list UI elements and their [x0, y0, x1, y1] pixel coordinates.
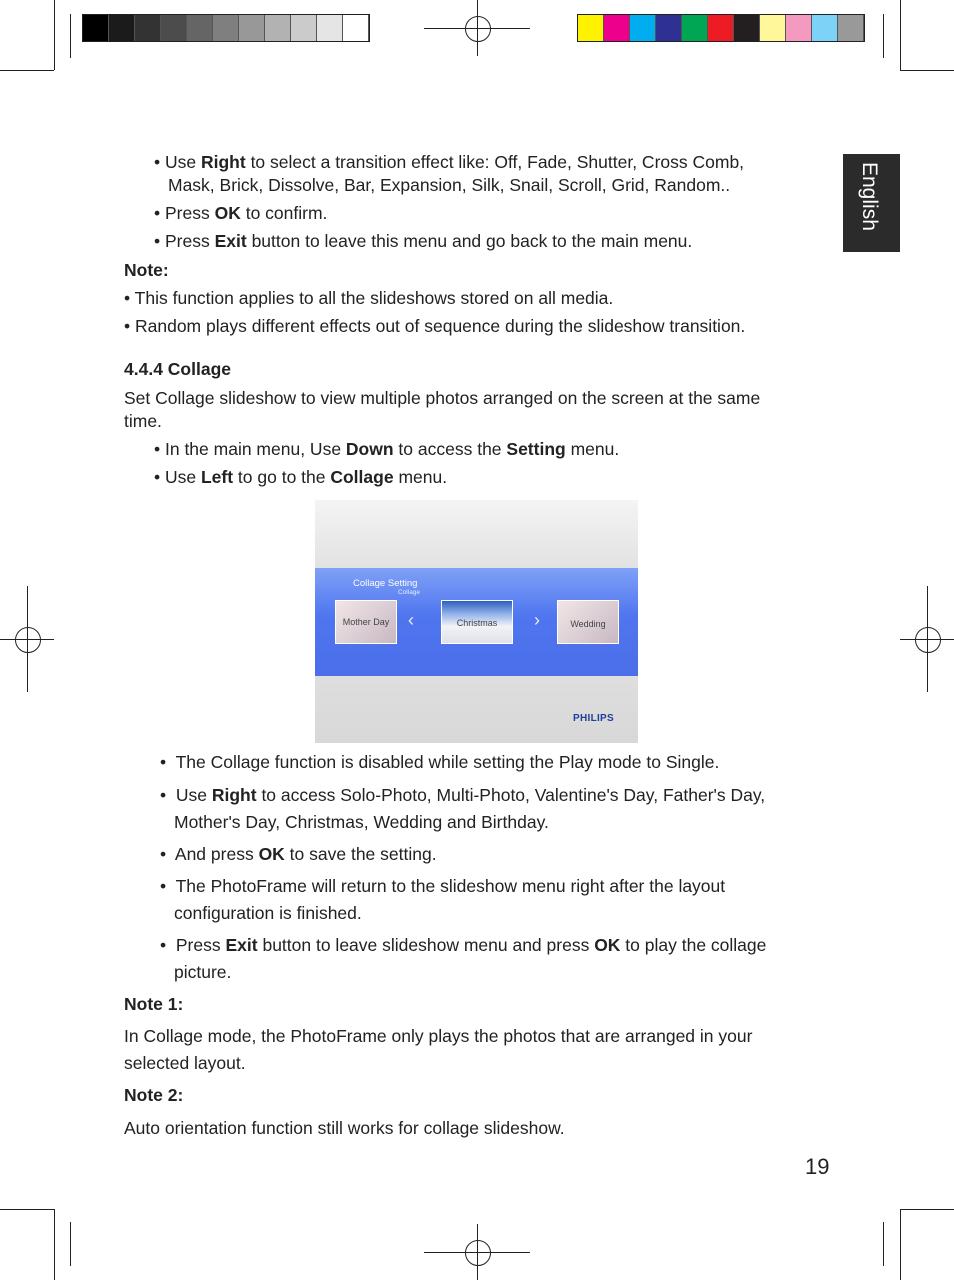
- collage-bullet-continued: Mother's Day, Christmas, Wedding and Birthday.: [174, 812, 549, 832]
- chevron-left-icon[interactable]: ‹: [408, 610, 414, 630]
- option-label: Mother Day: [342, 617, 390, 627]
- process-color-bar: [577, 14, 865, 42]
- color-swatch: [682, 15, 708, 41]
- section-intro-continued: time.: [124, 411, 162, 431]
- collage-bullet: • The Collage function is disabled while setting the Play mode to Single.: [160, 752, 720, 772]
- collage-bullet-continued: picture.: [174, 962, 232, 982]
- note-item: • This function applies to all the slideshows stored on all media.: [124, 288, 614, 308]
- collage-bullet-continued: configuration is finished.: [174, 903, 362, 923]
- chevron-right-icon[interactable]: ›: [534, 610, 540, 630]
- transition-bullet-right-continued: Mask, Brick, Dissolve, Bar, Expansion, Silk, Snail, Scroll, Grid, Random..: [168, 175, 731, 195]
- option-label: Christmas: [456, 618, 498, 628]
- transition-bullet-right: • Use Right to select a transition effect like: Off, Fade, Shutter, Cross Comb,: [154, 152, 745, 172]
- gray-swatch: [83, 15, 109, 41]
- note2-heading: Note 2:: [124, 1085, 184, 1105]
- gray-swatch: [265, 15, 291, 41]
- color-swatch: [708, 15, 734, 41]
- note-item: • Random plays different effects out of sequence during the slideshow transition.: [124, 316, 746, 336]
- collage-option-mother-day[interactable]: [335, 600, 397, 644]
- note1-heading: Note 1:: [124, 994, 184, 1014]
- gray-swatch: [213, 15, 239, 41]
- gray-swatch: [109, 15, 135, 41]
- language-tab-label: English: [858, 162, 881, 231]
- collage-bullet: • Use Right to access Solo-Photo, Multi-Photo, Valentine's Day, Father's Day,: [160, 785, 766, 805]
- gray-swatch: [239, 15, 265, 41]
- gray-swatch: [343, 15, 369, 41]
- menu-subtitle: Collage: [398, 589, 421, 596]
- gray-swatch: [317, 15, 343, 41]
- color-swatch: [656, 15, 682, 41]
- note1-text: In Collage mode, the PhotoFrame only plays the photos that are arranged in your: [124, 1026, 753, 1046]
- color-swatch: [630, 15, 656, 41]
- page-number: 19: [805, 1154, 830, 1179]
- gray-swatch: [161, 15, 187, 41]
- color-swatch: [578, 15, 604, 41]
- collage-menu-screenshot: [315, 500, 638, 743]
- grayscale-color-bar: [82, 14, 370, 42]
- color-swatch: [786, 15, 812, 41]
- step-item: • In the main menu, Use Down to access the Setting menu.: [154, 439, 620, 459]
- color-swatch: [734, 15, 760, 41]
- note-heading: Note:: [124, 260, 169, 280]
- collage-bullet: • And press OK to save the setting.: [160, 844, 437, 864]
- step-item: • Use Left to go to the Collage menu.: [154, 467, 448, 487]
- collage-bullet: • The PhotoFrame will return to the slideshow menu right after the layout: [160, 876, 726, 896]
- gray-swatch: [291, 15, 317, 41]
- section-intro: Set Collage slideshow to view multiple photos arranged on the screen at the same: [124, 388, 761, 408]
- collage-option-christmas[interactable]: [441, 600, 513, 644]
- gray-swatch: [187, 15, 213, 41]
- philips-logo: PHILIPS: [573, 713, 614, 724]
- color-swatch: [838, 15, 864, 41]
- screen-top-area: [315, 500, 638, 568]
- transition-bullet-exit: • Press Exit button to leave this menu and go back to the main menu.: [154, 231, 693, 251]
- section-title: 4.4.4 Collage: [124, 359, 231, 379]
- menu-title: Collage Setting: [353, 578, 418, 589]
- note1-text-continued: selected layout.: [124, 1053, 246, 1073]
- color-swatch: [604, 15, 630, 41]
- note2-text: Auto orientation function still works for collage slideshow.: [124, 1118, 565, 1138]
- gray-swatch: [135, 15, 161, 41]
- transition-bullet-ok: • Press OK to confirm.: [154, 203, 328, 223]
- language-tab-label-box: [843, 154, 900, 252]
- color-swatch: [760, 15, 786, 41]
- collage-option-wedding[interactable]: [557, 600, 619, 644]
- color-swatch: [812, 15, 838, 41]
- collage-bullet: • Press Exit button to leave slideshow menu and press OK to play the collage: [160, 935, 767, 955]
- option-label: Wedding: [570, 619, 606, 629]
